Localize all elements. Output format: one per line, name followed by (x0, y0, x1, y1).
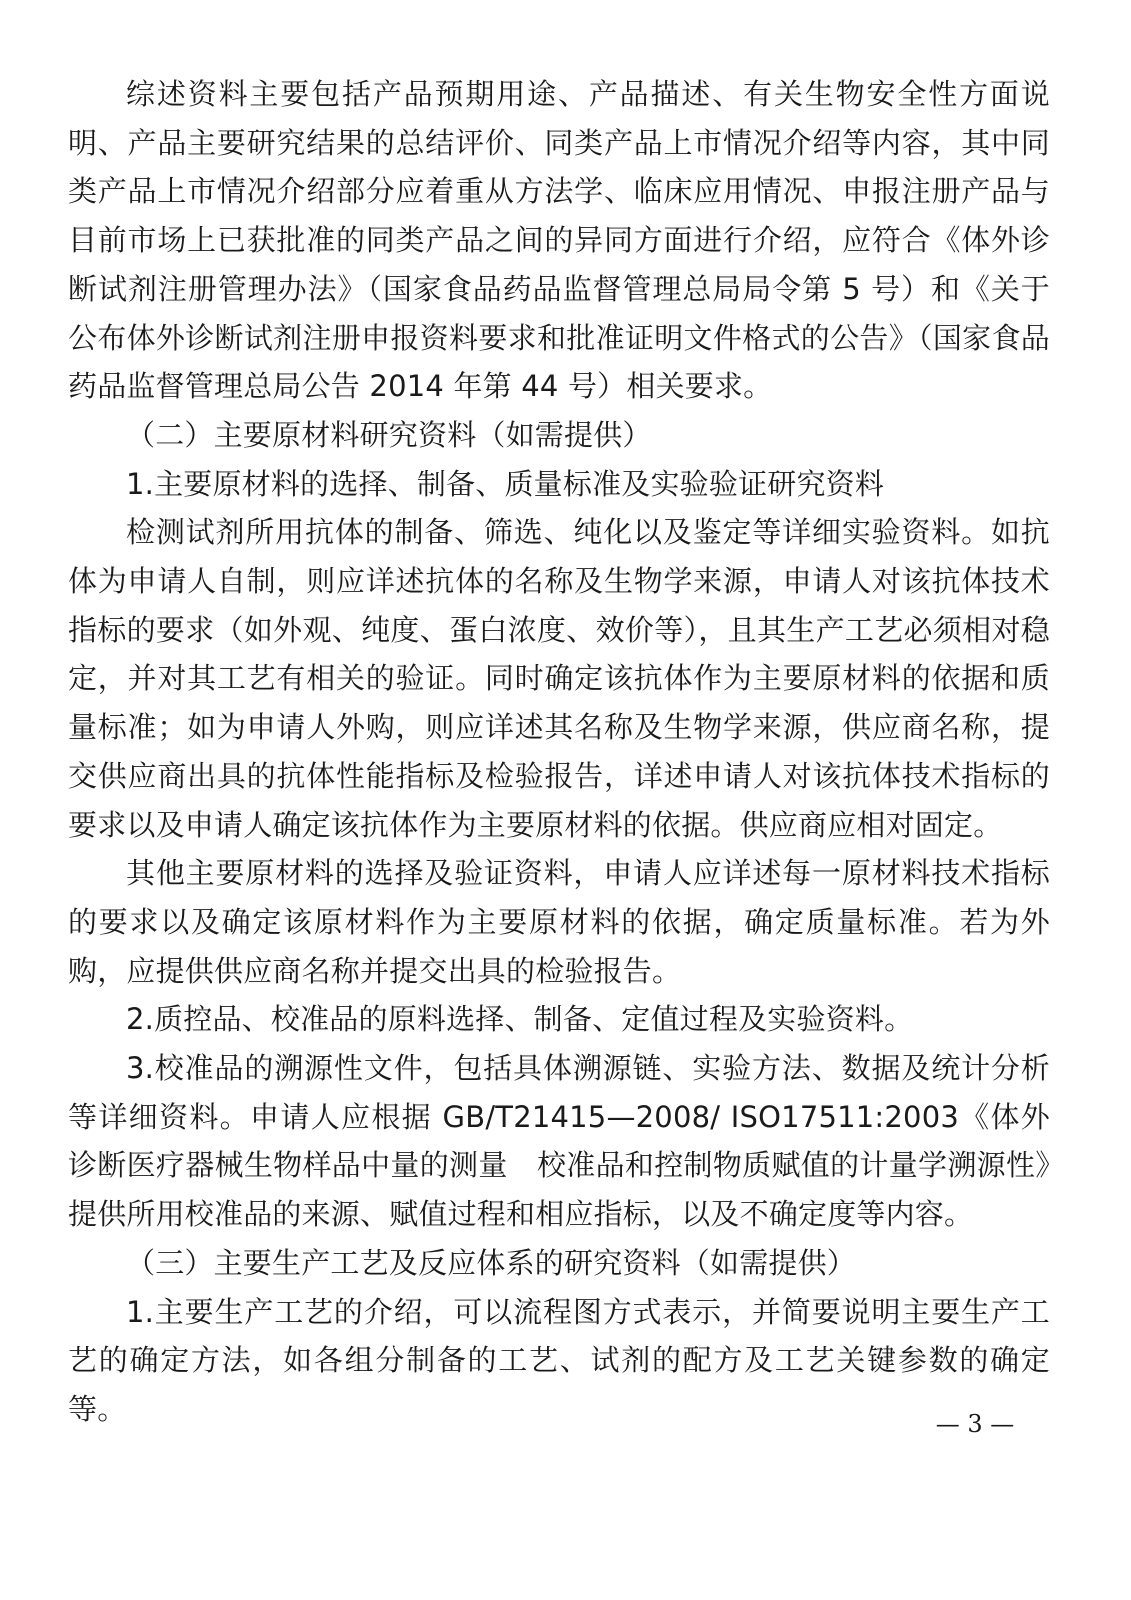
item-calibrator-traceability: 3.校准品的溯源性文件，包括具体溯源链、实验方法、数据及统计分析等详细资料。申请人应根据 GB/T21415—2008/ ISO17511:2003《体外诊断医疗器械生物样品中量的测量 校准品和控制物质赋值的计量学溯源性》提供所用校准品的来源、赋值过程和相应指标，以及不确定度等内容。 (68, 1051, 1050, 1232)
item-production-process-intro: 1.主要生产工艺的介绍，可以流程图方式表示，并简要说明主要生产工艺的确定方法，如各组分制备的工艺、试剂的配方及工艺关键参数的确定等。 (68, 1294, 1050, 1426)
paragraph-antibody-preparation: 检测试剂所用抗体的制备、筛选、纯化以及鉴定等详细实验资料。如抗体为申请人自制，则应详述抗体的名称及生物学来源，申请人对该抗体技术指标的要求（如外观、纯度、蛋白浓度、效价等），且其生产工艺必须相对稳定，并对其工艺有相关的验证。同时确定该抗体作为主要原材料的依据和质量标准；如为申请人外购，则应详述其名称及生物学来源，供应商名称，提交供应商出具的抗体性能指标及检验报告，详述申请人对该抗体技术指标的要求以及申请人确定该抗体作为主要原材料的依据。供应商应相对固定。 (68, 515, 1050, 842)
section-heading-production-process: （三）主要生产工艺及反应体系的研究资料（如需提供） (126, 1245, 857, 1280)
subheading-raw-material-selection: 1.主要原材料的选择、制备、质量标准及实验验证研究资料 (126, 466, 885, 501)
page-number: — 3 — (935, 1410, 1015, 1438)
paragraph-overview-materials: 综述资料主要包括产品预期用途、产品描述、有关生物安全性方面说明、产品主要研究结果的总结评价、同类产品上市情况介绍等内容，其中同类产品上市情况介绍部分应着重从方法学、临床应用情况、申报注册产品与目前市场上已获批准的同类产品之间的异同方面进行介绍，应符合《体外诊断试剂注册管理办法》（国家食品药品监督管理总局局令第 5 号）和《关于公布体外诊断试剂注册申报资料要求和批准证明文件格式的公告》（国家食品药品监督管理总局公告 2014 年第 44 号）相关要求。 (68, 77, 1050, 404)
paragraph-other-raw-materials: 其他主要原材料的选择及验证资料，申请人应详述每一原材料技术指标的要求以及确定该原材料作为主要原材料的依据，确定质量标准。若为外购，应提供供应商名称并提交出具的检验报告。 (68, 856, 1050, 988)
document-body (68, 70, 1050, 1434)
item-quality-control-calibrator: 2.质控品、校准品的原料选择、制备、定值过程及实验资料。 (126, 1002, 914, 1037)
section-heading-raw-materials: （二）主要原材料研究资料（如需提供） (126, 417, 652, 452)
